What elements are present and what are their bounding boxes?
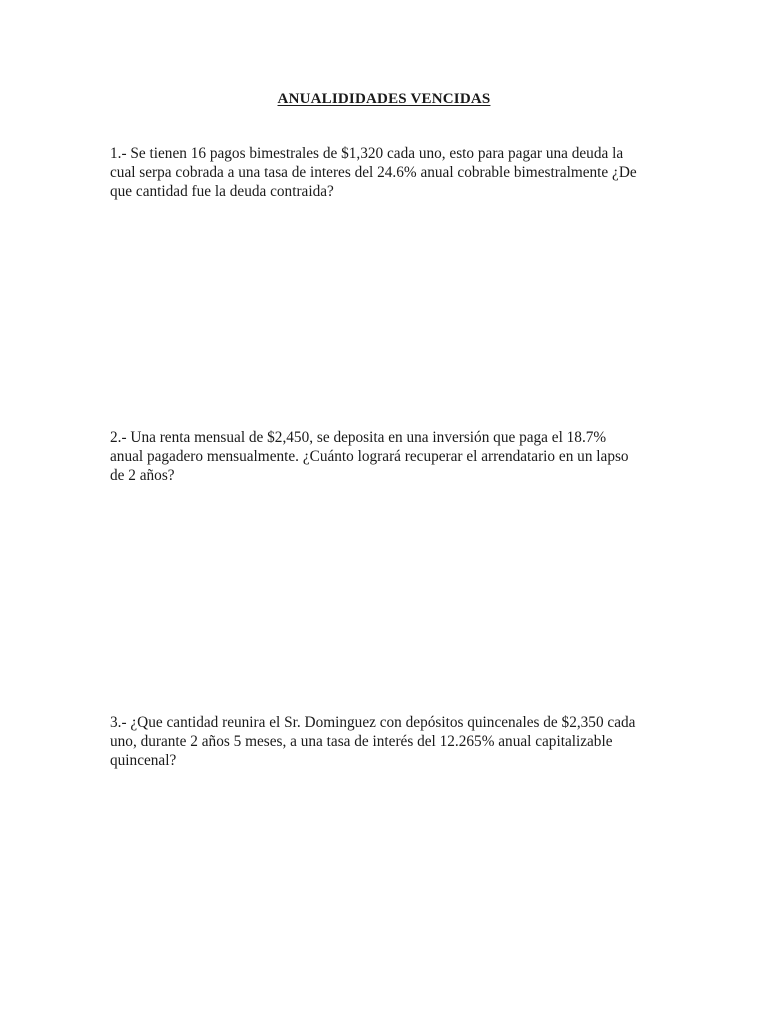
problem-1-text: 1.- Se tienen 16 pagos bimestrales de $1,320 cada uno, esto para pagar una deuda la cual serpa cobrada a una tasa de interes del 24.6% anual cobrable bimestralmente ¿De que cantidad fue la deuda contraida?: [110, 145, 637, 200]
problem-3-text: 3.- ¿Que cantidad reunira el Sr. Dominguez con depósitos quincenales de $2,350 cada uno, durante 2 años 5 meses, a una tasa de interés del 12.265% anual capitalizable quincenal?: [110, 714, 636, 769]
problem-2-text: 2.- Una renta mensual de $2,450, se deposita en una inversión que paga el 18.7% anual pagadero mensualmente. ¿Cuánto logrará recuperar el arrendatario en un lapso de 2 años?: [110, 429, 629, 484]
document-title: ANUALIDIDADES VENCIDAS: [277, 91, 491, 107]
